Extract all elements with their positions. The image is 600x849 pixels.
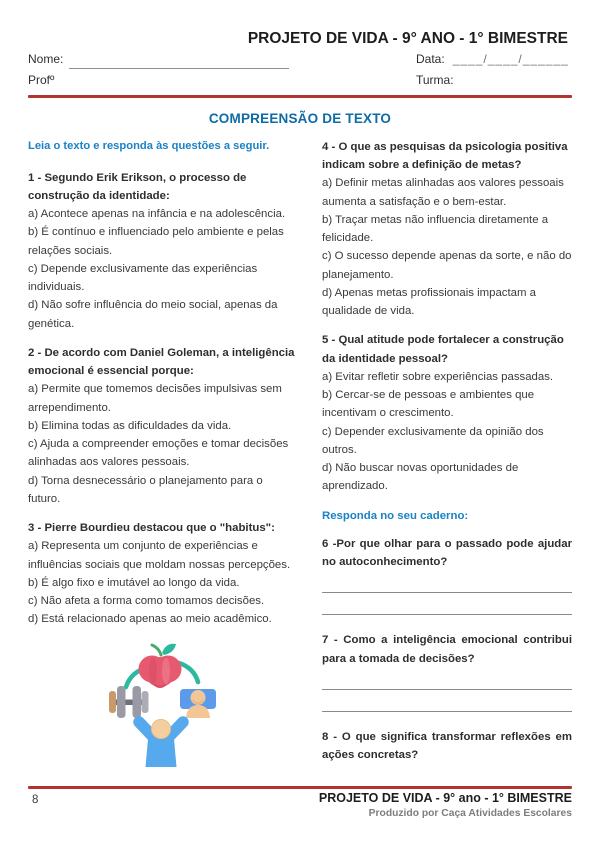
name-label: Nome: [28,51,64,66]
footer-rule [28,786,572,789]
turma-label: Turma: [416,73,454,87]
question-4-option-a: a) Definir metas alinhadas aos valores pessoais aumenta a satisfação e o bem-estar. [322,177,564,208]
date-label: Data: [416,51,445,66]
header-row-2 [28,71,572,90]
question-7 [322,631,572,712]
answer-line [322,580,572,593]
healthy-life-illustration [28,640,296,768]
question-2-option-a: a) Permite que tomemos decisões impulsivas sem arrependimento. [28,383,282,414]
intro-text: Leia o texto e responda às questões a seguir. [28,139,270,152]
header-row-1 [28,50,572,69]
answer-line [322,602,572,615]
page-title: PROJETO DE VIDA - 9° ANO - 1° BIMESTRE [247,30,568,47]
header-rule [28,95,572,98]
caderno-heading: Responda no seu caderno: [322,509,469,522]
left-column [28,138,296,781]
question-5-option-c: c) Depender exclusivamente da opinião dos outros. [322,425,544,456]
right-column [322,138,572,781]
question-7-prompt: 7 - Como a inteligência emocional contribui para a tomada de decisões? [322,634,572,665]
person-arms-raised-icon [139,719,183,767]
question-4-option-c: c) O sucesso depende apenas da sorte, e não do planejamento. [322,250,572,281]
profile-card-icon [180,689,216,718]
question-6 [322,535,572,616]
answer-line [322,677,572,690]
footer [28,786,572,821]
question-3-option-c: c) Não afeta a forma como tomamos decisões. [28,595,265,608]
question-3-option-d: d) Está relacionado apenas ao meio acadêmico. [28,613,272,626]
question-2 [28,344,296,508]
prof-label: Profº [28,73,55,87]
question-2-option-c: c) Ajuda a compreender emoções e tomar decisões alinhadas aos valores pessoais. [28,438,289,469]
question-5-option-d: d) Não buscar novas oportunidades de aprendizado. [322,462,519,493]
question-1 [28,169,296,333]
dumbbell-icon [109,686,149,718]
question-1-prompt: 1 - Segundo Erik Erikson, o processo de construção da identidade: [28,171,247,202]
question-2-prompt: 2 - De acordo com Daniel Goleman, a inteligência emocional é essencial porque: [28,346,295,378]
question-1-option-d: d) Não sofre influência do meio social, apenas da genética. [28,299,278,330]
illustration-svg [95,640,230,768]
question-2-option-d: d) Torna desnecessário o planejamento para o futuro. [28,474,263,505]
apple-icon [138,643,181,686]
question-2-option-b: b) Elimina todas as dificuldades da vida. [28,419,232,432]
question-6-prompt: 6 -Por que olhar para o passado pode ajudar no autoconhecimento? [322,537,572,569]
question-5-option-a: a) Evitar refletir sobre experiências passadas. [322,370,554,383]
answer-line [322,699,572,712]
question-5-option-b: b) Cercar-se de pessoas e ambientes que incentivam o crescimento. [322,389,535,420]
question-1-option-a: a) Acontece apenas na infância e na adolescência. [28,208,286,221]
section-title: COMPREENSÃO DE TEXTO [208,111,392,127]
question-8 [322,728,572,765]
question-5-prompt: 5 - Qual atitude pode fortalecer a construção da identidade pessoal? [322,334,564,365]
question-3-prompt: 3 - Pierre Bourdieu destacou que o "habitus": [28,522,275,535]
question-4-option-b: b) Traçar metas não influencia diretamente a felicidade. [322,213,549,245]
question-columns [28,138,572,781]
question-1-option-c: c) Depende exclusivamente das experiências individuais. [28,262,258,294]
question-3-option-b: b) É algo fixo e imutável ao longo da vida. [28,576,240,589]
arc-right-icon [179,663,198,682]
name-underline [69,55,289,69]
question-1-option-b: b) É contínuo e influenciado pelo ambiente e pelas relações sociais. [28,226,284,257]
date-blank: ____/____/______ [452,51,569,66]
question-4 [322,138,572,321]
question-4-prompt: 4 - O que as pesquisas da psicologia positiva indicam sobre a definição de metas? [322,140,568,172]
question-5 [322,331,572,495]
question-3 [28,519,296,629]
question-8-prompt: 8 - O que significa transformar reflexões em ações concretas? [322,730,572,762]
footer-credit: Produzido por Caça Atividades Escolares [368,807,572,819]
page-number: 8 [32,794,39,806]
question-3-option-a: a) Representa um conjunto de experiências e influências sociais que moldam nossas percepções. [28,540,291,571]
footer-title: PROJETO DE VIDA - 9° ano - 1° BIMESTRE [318,791,572,805]
question-4-option-d: d) Apenas metas profissionais impactam a qualidade de vida. [322,286,536,318]
